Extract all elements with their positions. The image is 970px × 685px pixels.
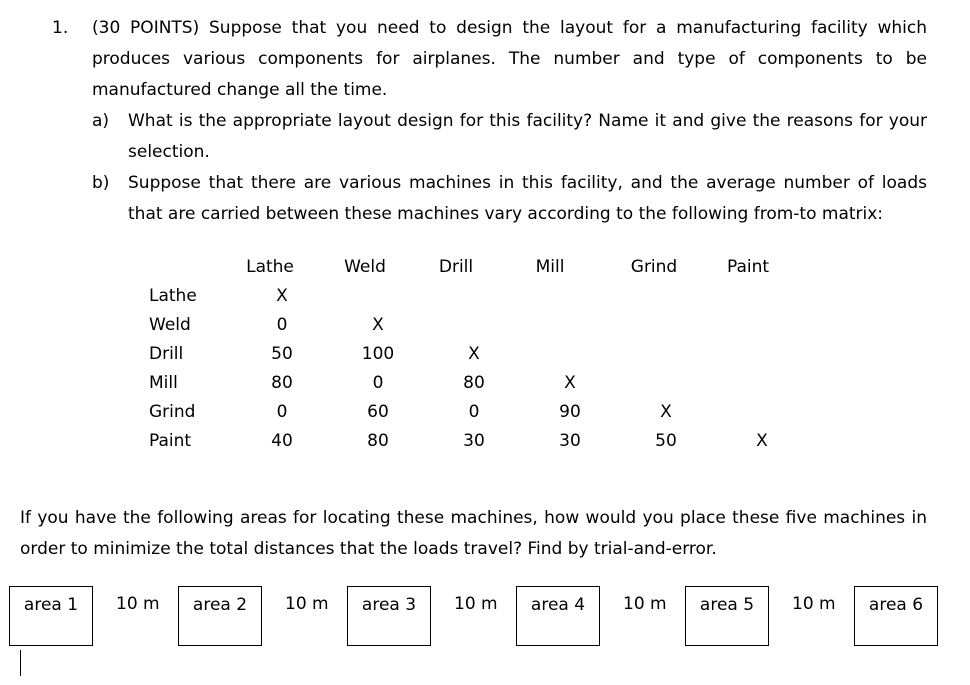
part-a-text: What is the appropriate layout design for this facility? Name it and give the reasons for your selection. xyxy=(128,111,927,162)
matrix-cell: X xyxy=(372,315,384,335)
matrix-row-header: Mill xyxy=(149,373,178,393)
matrix-cell: 80 xyxy=(463,373,485,393)
area-box xyxy=(9,586,93,646)
distance-label: 10 m xyxy=(454,594,498,614)
part-a-label: a) xyxy=(92,111,110,131)
distance-label: 10 m xyxy=(285,594,329,614)
area-box xyxy=(854,586,938,646)
area-label: area 3 xyxy=(361,595,417,615)
matrix-cell: 80 xyxy=(271,373,293,393)
matrix-cell: X xyxy=(276,286,288,306)
follow-up-question: If you have the following areas for locating these machines, how would you place these five machines in order to minimize the total distances that the loads travel? Find by trial-and-error. xyxy=(20,508,927,559)
matrix-column-header: Mill xyxy=(535,257,565,277)
area-label: area 5 xyxy=(699,595,755,615)
matrix-cell: X xyxy=(468,344,480,364)
question-number: 1. xyxy=(52,18,69,38)
matrix-row-header: Grind xyxy=(149,402,196,422)
matrix-cell: 90 xyxy=(559,402,581,422)
matrix-row-header: Paint xyxy=(149,431,192,451)
distance-label: 10 m xyxy=(116,594,160,614)
matrix-cell: 60 xyxy=(367,402,389,422)
question-intro: (30 POINTS) Suppose that you need to design the layout for a manufacturing facility which produces various components for airplanes. The number and type of components to be manufactured change all the time. xyxy=(92,18,927,100)
matrix-column-header: Paint xyxy=(726,257,770,277)
matrix-cell: 30 xyxy=(559,431,581,451)
distance-label: 10 m xyxy=(792,594,836,614)
area-label: area 2 xyxy=(192,595,248,615)
matrix-row-header: Lathe xyxy=(149,286,197,306)
matrix-column-header: Grind xyxy=(630,257,678,277)
matrix-cell: 30 xyxy=(463,431,485,451)
area-label: area 6 xyxy=(868,595,924,615)
matrix-cell: 100 xyxy=(361,344,395,364)
part-b-text: Suppose that there are various machines in this facility, and the average number of loads that are carried between these machines vary according to the following from-to matrix: xyxy=(128,173,927,224)
part-b-label: b) xyxy=(92,173,110,193)
area-box xyxy=(178,586,262,646)
matrix-row-header: Drill xyxy=(149,344,184,364)
area-label: area 1 xyxy=(23,595,79,615)
matrix-column-header: Drill xyxy=(438,257,474,277)
matrix-cell: 0 xyxy=(372,373,384,393)
matrix-cell: X xyxy=(756,431,768,451)
matrix-cell: 80 xyxy=(367,431,389,451)
matrix-column-header: Lathe xyxy=(246,257,294,277)
area-box xyxy=(347,586,431,646)
area-label: area 4 xyxy=(530,595,586,615)
matrix-row-header: Weld xyxy=(149,315,191,335)
matrix-cell: 50 xyxy=(655,431,677,451)
matrix-cell: 0 xyxy=(468,402,480,422)
matrix-cell: 0 xyxy=(276,315,288,335)
matrix-cell: X xyxy=(564,373,576,393)
matrix-cell: 40 xyxy=(271,431,293,451)
area-box xyxy=(516,586,600,646)
area-box xyxy=(685,586,769,646)
matrix-cell: 0 xyxy=(276,402,288,422)
distance-label: 10 m xyxy=(623,594,667,614)
matrix-cell: 50 xyxy=(271,344,293,364)
text-cursor-mark xyxy=(20,650,21,676)
matrix-column-header: Weld xyxy=(344,257,386,277)
matrix-cell: X xyxy=(660,402,672,422)
